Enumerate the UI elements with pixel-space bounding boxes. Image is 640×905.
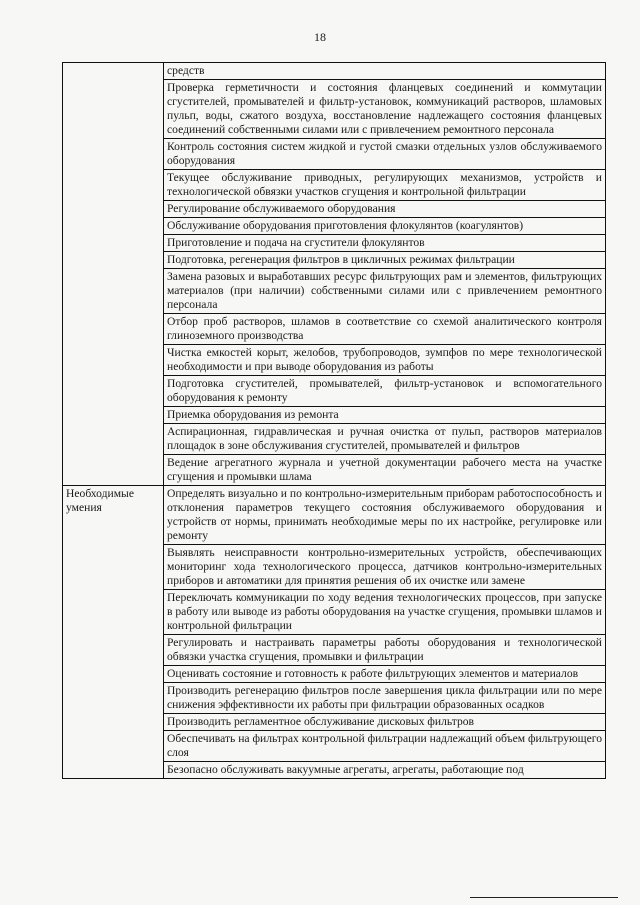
table-cell-item: Отбор проб растворов, шламов в соответствие со схемой аналитического контроля глиноземного производства <box>164 314 606 345</box>
table-cell-item: Приемка оборудования из ремонта <box>164 407 606 424</box>
table-cell-item: Выявлять неисправности контрольно-измерительных устройств, обеспечивающих мониторинг хода технологического процесса, датчиков контрольно-измерительных приборов и автоматики для принятия решения об их очистке или замене <box>164 545 606 590</box>
table-cell-item: Аспирационная, гидравлическая и ручная очистка от пульп, растворов материалов площадок в зоне обслуживания сгустителей, промывателей и фильтров <box>164 424 606 455</box>
table-cell-item: Обеспечивать на фильтрах контрольной фильтрации надлежащий объем фильтрующего слоя <box>164 731 606 762</box>
table-cell-item: средств <box>164 63 606 80</box>
table-row <box>63 63 606 80</box>
section-label <box>63 63 164 486</box>
table-cell-item: Ведение агрегатного журнала и учетной документации рабочего места на участке сгущения и промывки шлама <box>164 455 606 486</box>
table-cell-item: Подготовка сгустителей, промывателей, фильтр-установок и вспомогательного оборудования к ремонту <box>164 376 606 407</box>
table-cell-item: Текущее обслуживание приводных, регулирующих механизмов, устройств и технологической обвязки участков сгущения и контрольной фильтрации <box>164 170 606 201</box>
table-cell-item: Подготовка, регенерация фильтров в цикличных режимах фильтрации <box>164 252 606 269</box>
table-cell-item: Регулировать и настраивать параметры работы оборудования и технологической обвязки участка сгущения, промывки и фильтрации <box>164 635 606 666</box>
table-cell-item: Чистка емкостей корыт, желобов, трубопроводов, зумпфов по мере технологической необходимости и при выводе оборудования из работы <box>164 345 606 376</box>
table-cell-item: Приготовление и подача на сгустители флокулянтов <box>164 235 606 252</box>
section-label: Необходимые умения <box>63 486 164 779</box>
table-cell-item: Оценивать состояние и готовность к работе фильтрующих элементов и материалов <box>164 666 606 683</box>
table-cell-item: Регулирование обслуживаемого оборудования <box>164 201 606 218</box>
bottom-rule <box>470 897 618 898</box>
table-cell-item: Замена разовых и выработавших ресурс фильтрующих рам и элементов, фильтрующих материалов (при наличии) собственными силами или с привлечением ремонтного персонала <box>164 269 606 314</box>
requirements-table <box>62 62 606 779</box>
table-cell-item: Контроль состояния систем жидкой и густой смазки отдельных узлов обслуживаемого оборудования <box>164 139 606 170</box>
table-cell-item: Переключать коммуникации по ходу ведения технологических процессов, при запуске в работу или выводе из работы оборудования на участке сгущения, промывки шламов и контрольной фильтрации <box>164 590 606 635</box>
table-cell-item: Обслуживание оборудования приготовления флокулянтов (коагулянтов) <box>164 218 606 235</box>
table-cell-item: Проверка герметичности и состояния фланцевых соединений и коммутации сгустителей, промывателей и фильтр-установок, коммуникаций растворов, шламовых пульп, воды, сжатого воздуха, восстановление надлежащего состояния фланцевых соединений собственными силами или с привлечением ремонтного персонала <box>164 80 606 139</box>
table-row <box>63 486 606 545</box>
table-cell-item: Производить регенерацию фильтров после завершения цикла фильтрации или по мере снижения эффективности их работы при фильтрации образованных осадков <box>164 683 606 714</box>
table-cell-item: Определять визуально и по контрольно-измерительным приборам работоспособность и отклонения параметров текущего состояния обслуживаемого оборудования и устройств от нормы, принимать необходимые меры по их настройке, регулировке или ремонту <box>164 486 606 545</box>
table-cell-item: Безопасно обслуживать вакуумные агрегаты, агрегаты, работающие под <box>164 762 606 779</box>
page-number: 18 <box>314 30 326 44</box>
table-cell-item: Производить регламентное обслуживание дисковых фильтров <box>164 714 606 731</box>
